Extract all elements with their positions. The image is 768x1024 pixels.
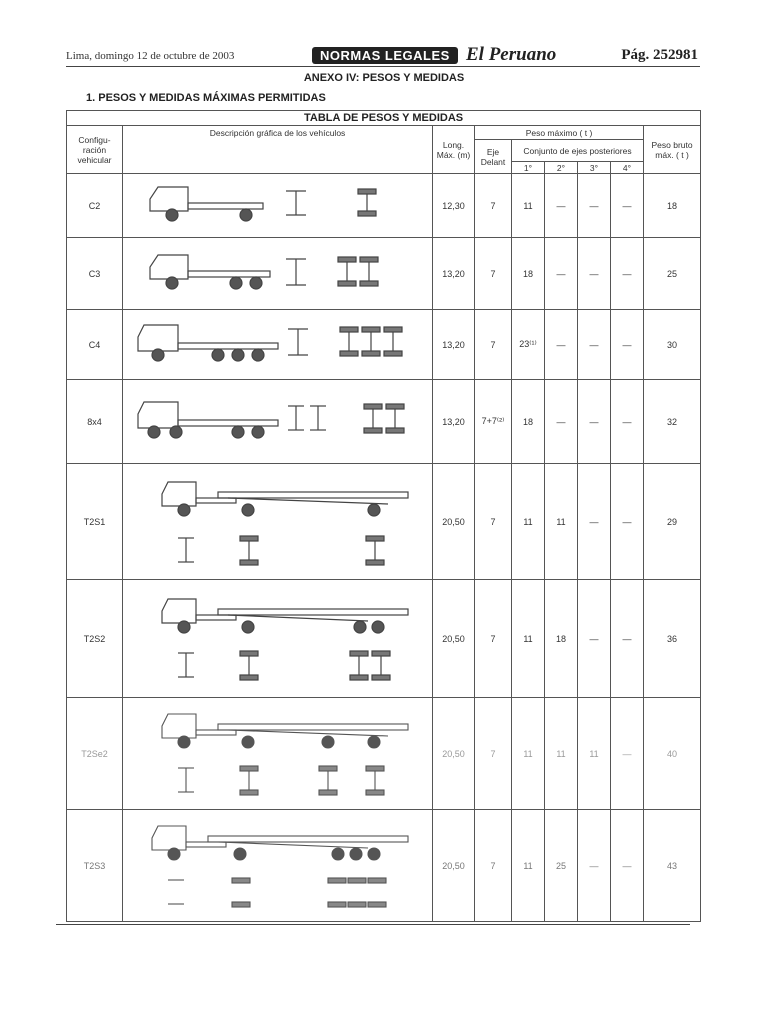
row-length: 20,50 [433,698,475,810]
row-length: 13,20 [433,238,475,310]
row-r3: — [578,380,611,464]
row-length: 13,20 [433,310,475,380]
row-r1: 11 [512,464,545,580]
row-front: 7 [475,174,512,238]
table-row [67,380,701,464]
row-config: C2 [67,174,123,238]
row-r2: — [545,380,578,464]
header-page-number: Pág. 252981 [621,47,698,63]
row-r4: — [611,310,644,380]
header-newspaper: El Peruano [466,44,557,65]
row-config: T2S2 [67,580,123,698]
col-length: Long. Máx. (m) [433,126,475,174]
truck-t2s3-icon [128,816,428,916]
col-description: Descripción gráfica de los vehículos [123,126,433,174]
vehicle-drawing [123,380,433,464]
row-r4: — [611,174,644,238]
row-config: C3 [67,238,123,310]
truck-c3-icon [128,247,428,301]
row-r2: 11 [545,464,578,580]
row-r3: — [578,174,611,238]
row-gross: 30 [644,310,701,380]
row-front: 7 [475,698,512,810]
row-r2: — [545,174,578,238]
row-r2: — [545,310,578,380]
row-config: 8x4 [67,380,123,464]
truck-t2s1-icon [128,472,428,572]
row-r1: 11 [512,174,545,238]
truck-t2se2-icon [128,704,428,804]
annex-title: ANEXO IV: PESOS Y MEDIDAS [303,72,465,84]
row-front: 7+7⁽²⁾ [475,380,512,464]
header-badge: NORMAS LEGALES [312,47,458,64]
row-front: 7 [475,810,512,922]
row-length: 20,50 [433,810,475,922]
row-front: 7 [475,580,512,698]
row-gross: 25 [644,238,701,310]
table-row [67,580,701,698]
vehicle-drawing [123,810,433,922]
truck-c2-icon [128,181,428,231]
table-row [67,310,701,380]
row-length: 13,20 [433,380,475,464]
truck-t2s2-icon [128,589,428,689]
col-ord-4: 4° [611,162,644,174]
row-gross: 43 [644,810,701,922]
row-r3: — [578,310,611,380]
row-config: T2S1 [67,464,123,580]
row-front: 7 [475,464,512,580]
col-config: Configu-ración vehicular [67,126,123,174]
row-r1: 18 [512,380,545,464]
row-length: 20,50 [433,580,475,698]
row-gross: 29 [644,464,701,580]
vehicle-drawing [123,580,433,698]
truck-c4-icon [128,319,428,371]
row-r1: 11 [512,580,545,698]
col-ord-1: 1° [512,162,545,174]
row-r2: — [545,238,578,310]
vehicle-drawing [123,238,433,310]
vehicle-drawing [123,698,433,810]
table-row [67,174,701,238]
table-row [67,238,701,310]
row-r1: 11 [512,698,545,810]
row-r4: — [611,238,644,310]
section-title: 1. PESOS Y MEDIDAS MÁXIMAS PERMITIDAS [86,92,326,104]
page-header [66,44,700,67]
row-front: 7 [475,238,512,310]
row-length: 12,30 [433,174,475,238]
row-r2: 11 [545,698,578,810]
row-gross: 32 [644,380,701,464]
truck-8x4-icon [128,394,428,450]
row-gross: 18 [644,174,701,238]
row-r3: 11 [578,698,611,810]
header-date: Lima, domingo 12 de octubre de 2003 [66,50,235,62]
table-row [67,810,701,922]
row-r2: 18 [545,580,578,698]
col-rear-axles: Conjunto de ejes posteriores [512,140,644,162]
table-row [67,698,701,810]
col-ord-2: 2° [545,162,578,174]
row-r4: — [611,464,644,580]
weights-table [66,110,701,922]
vehicle-drawing [123,310,433,380]
row-r4: — [611,580,644,698]
row-r4: — [611,380,644,464]
row-gross: 36 [644,580,701,698]
row-r4: — [611,810,644,922]
col-front-axle: Eje Delant [475,140,512,174]
row-r1: 23⁽¹⁾ [512,310,545,380]
row-r2: 25 [545,810,578,922]
table-row [67,464,701,580]
row-r1: 11 [512,810,545,922]
row-r1: 18 [512,238,545,310]
row-r3: — [578,238,611,310]
row-gross: 40 [644,698,701,810]
col-ord-3: 3° [578,162,611,174]
row-r3: — [578,464,611,580]
row-config: T2Se2 [67,698,123,810]
row-r3: — [578,580,611,698]
col-weight: Peso máximo ( t ) [475,126,644,140]
row-r3: — [578,810,611,922]
footer-rule [56,924,690,925]
vehicle-drawing [123,464,433,580]
table-title: TABLA DE PESOS Y MEDIDAS [67,111,701,126]
row-config: C4 [67,310,123,380]
row-r4: — [611,698,644,810]
col-gross: Peso bruto máx. ( t ) [644,126,701,174]
vehicle-drawing [123,174,433,238]
row-config: T2S3 [67,810,123,922]
row-length: 20,50 [433,464,475,580]
row-front: 7 [475,310,512,380]
